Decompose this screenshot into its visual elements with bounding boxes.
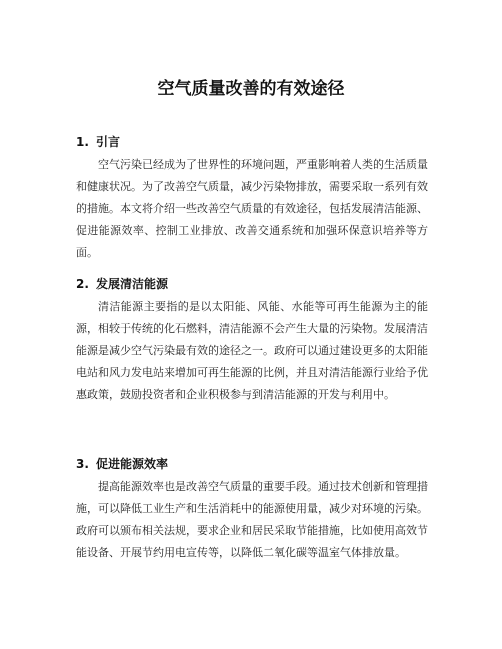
section-heading [76,456,428,472]
section-title: 促进能源效率 [96,457,169,471]
section-number: 2. [76,277,89,291]
section-energy-efficiency [76,456,428,564]
section-clean-energy [76,276,428,406]
section-paragraph: 提高能源效率也是改善空气质量的重要手段。通过技术创新和管理措施，可以降低工业生产和生活消耗中的能源使用量，减少对环境的污染。政府可以颁布相关法规，要求企业和居民采取节能措施，比如使用高效节能设备、开展节约用电宣传等，以降低二氧化碳等温室气体排放量。 [76,480,428,559]
page-title: 空气质量改善的有效途径 [157,79,345,99]
section-number: 3. [76,457,89,471]
section-paragraph: 清洁能源主要指的是以太阳能、风能、水能等可再生能源为主的能源，相较于传统的化石燃料，清洁能源不会产生大量的污染物。发展清洁能源是减少空气污染最有效的途径之一。政府可以通过建设更多的太阳能电站和风力发电站来增加可再生能源的比例，并且对清洁能源行业给予优惠政策，鼓励投资者和企业积极参与到清洁能源的开发与利用中。 [76,300,428,401]
section-introduction [76,134,428,264]
section-paragraph: 空气污染已经成为了世界性的环境问题，严重影响着人类的生活质量和健康状况。为了改善空气质量，减少污染物排放，需要采取一系列有效的措施。本文将介绍一些改善空气质量的有效途径，包括发展清洁能源、促进能源效率、控制工业排放、改善交通系统和加强环保意识培养等方面。 [76,158,428,259]
section-title: 发展清洁能源 [96,277,169,291]
section-heading [76,134,428,150]
section-number: 1. [76,135,89,149]
section-title: 引言 [96,135,121,149]
section-heading [76,276,428,292]
